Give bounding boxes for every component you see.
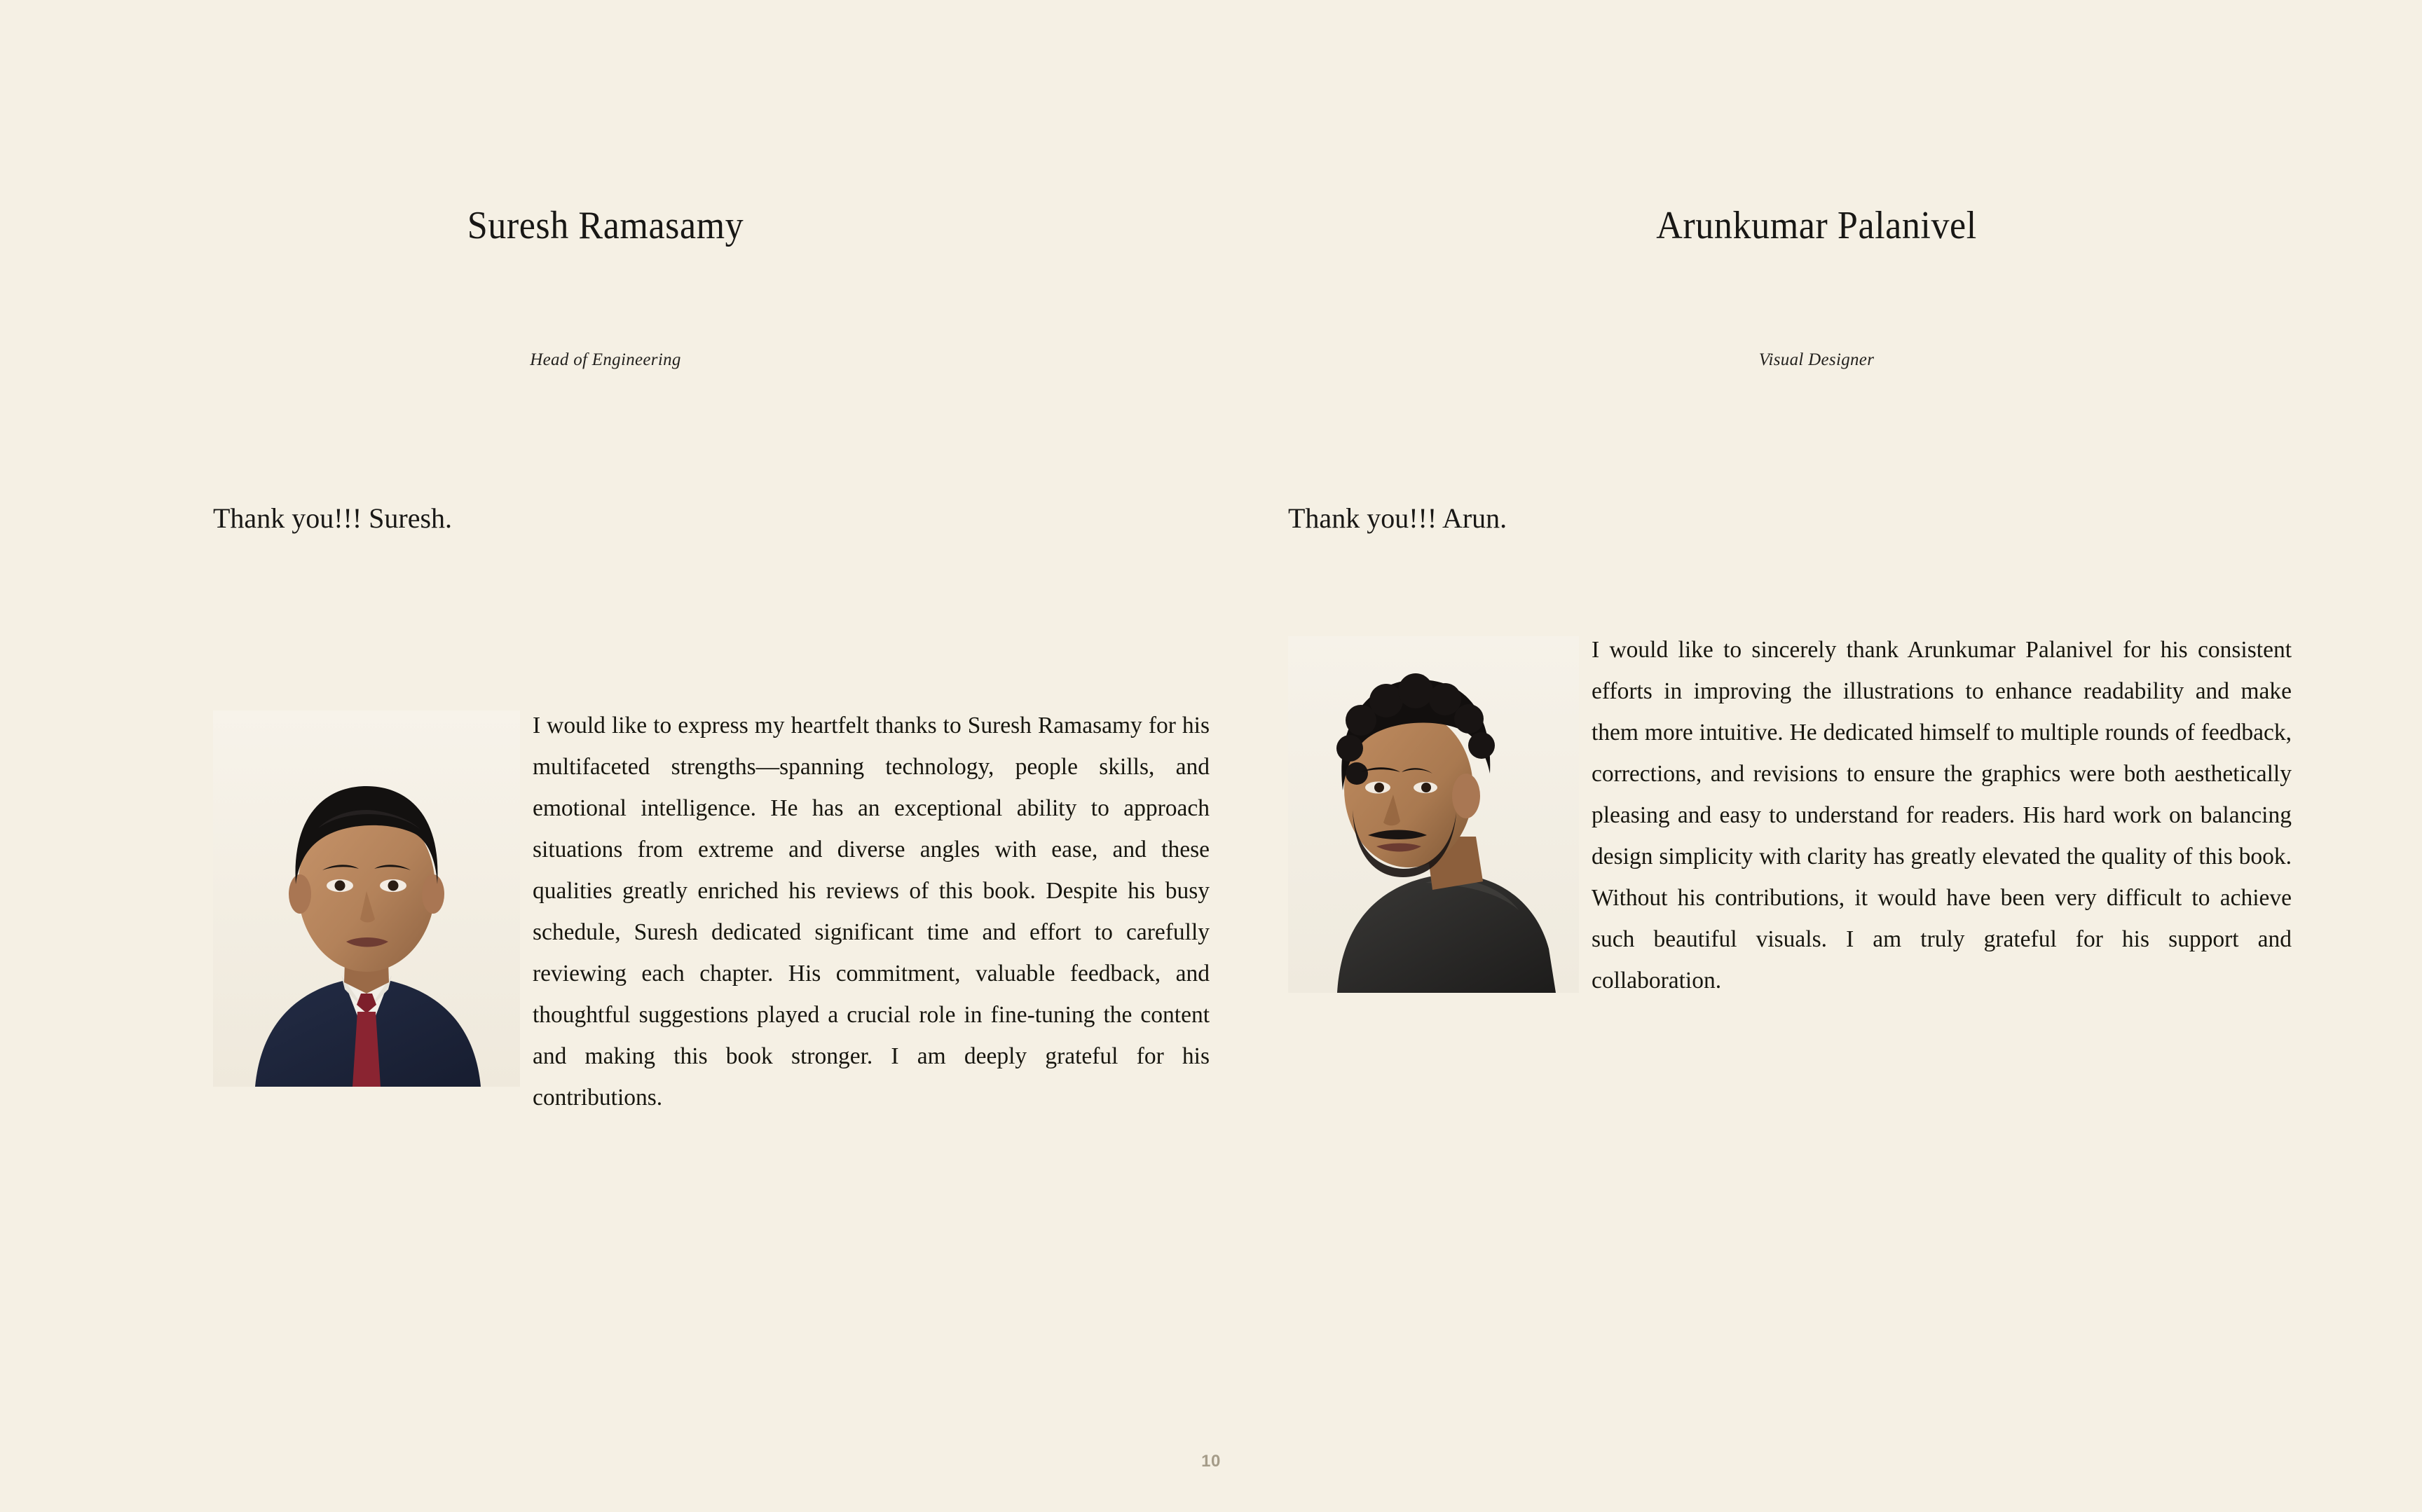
thank-you-line: Thank you!!! Arun. xyxy=(1288,502,1507,534)
page-number: 10 xyxy=(1201,1452,1221,1471)
person-role-subtitle: Head of Engineering xyxy=(530,350,681,369)
portrait-photo-arunkumar xyxy=(1288,636,1579,993)
testimonial-text: I would like to sincerely thank Arunkumar Palanivel for his consistent efforts in improving the illustrations to enhance readability and make them more intuitive. He dedicated himself to multiple rounds of feedback, corrections, and revisions to ensure the graphics were both aesthetically pleasing and easy to understand for readers. His hard work on balancing design simplicity with clarity has greatly elevated the quality of this book. Without his contributions, it would have been very difficult to achieve such beautiful visuals. I am truly grateful for his support and collaboration. xyxy=(1592,637,2292,994)
person-name-heading: Suresh Ramasamy xyxy=(467,204,744,247)
person-role-subtitle: Visual Designer xyxy=(1758,350,1875,369)
acknowledgement-column-right xyxy=(1211,0,2422,1512)
thank-you-line: Thank you!!! Suresh. xyxy=(213,502,453,534)
testimonial-block xyxy=(1288,629,2292,1001)
person-name-heading: Arunkumar Palanivel xyxy=(1656,204,1977,247)
portrait-photo-suresh xyxy=(213,710,520,1087)
testimonial-block xyxy=(213,705,1210,1118)
testimonial-text: I would like to express my heartfelt thanks to Suresh Ramasamy for his multifaceted strengths—spanning technology, people skills, and emotional intelligence. He has an exceptional ability to approach situations from extreme and diverse angles with ease, and these qualities greatly enriched his reviews of this book. Despite his busy schedule, Suresh dedicated significant time and effort to carefully reviewing each chapter. His commitment, valuable feedback, and thoughtful suggestions played a crucial role in fine-tuning the content and making this book stronger. I am deeply grateful for his contributions. xyxy=(533,713,1210,1111)
